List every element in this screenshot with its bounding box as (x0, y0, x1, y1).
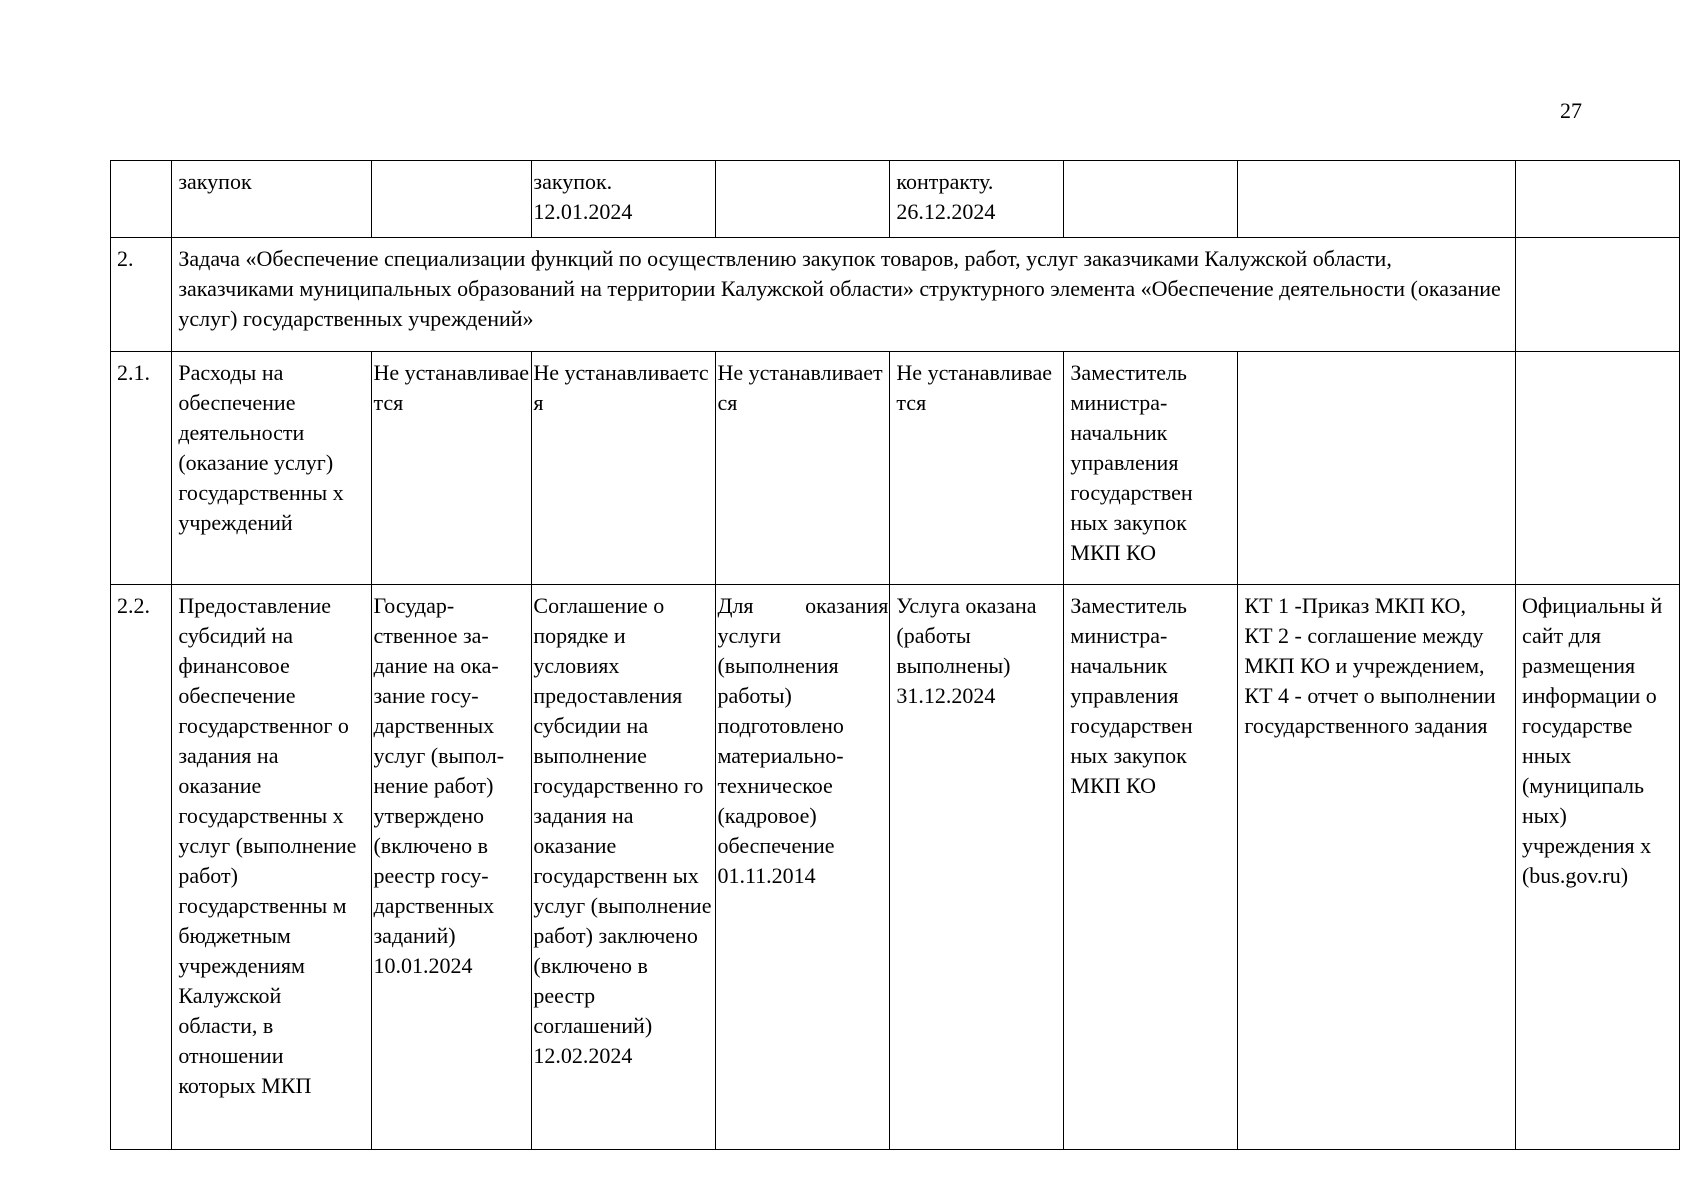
table-row (111, 352, 1680, 585)
cell-num: 2. (111, 238, 172, 352)
cell-start (372, 161, 532, 238)
cell-col6: контракту. 26.12.2024 (890, 161, 1064, 238)
cell-name: Предоставление субсидий на финансовое обеспечение государственног о задания на оказание государственны х услуг (выполнение работ) государственны м бюджетным учреждениям Калужской области, в отношении которых МКП (172, 585, 372, 1150)
cell-responsible: Заместитель министра-начальник управления государствен ных закупок МКП КО (1064, 585, 1238, 1150)
table-row (111, 161, 1680, 238)
cell-col4: Соглашение о порядке и условиях предоставления субсидии на выполнение государственно го задания на оказание государственн ых услуг (выполнение работ) заключено (включено в реестр соглашений) 12.02.2024 (532, 585, 716, 1150)
cell-col6: Не устанавливае тся (890, 352, 1064, 585)
cell-start: Государ-ственное за-дание на ока-зание госу-дарственных услуг (выпол-нение работ) утверждено (включено в реестр госу-дарственных заданий) 10.01.2024 (372, 585, 532, 1150)
cell-info-system (1515, 238, 1679, 352)
cell-col4: закупок. 12.01.2024 (532, 161, 716, 238)
cell-documents (1238, 161, 1516, 238)
cell-responsible: Заместитель министра-начальник управления государствен ных закупок МКП КО (1064, 352, 1238, 585)
cell-col5 (716, 161, 890, 238)
task-title: Задача «Обеспечение специализации функций по осуществлению закупок товаров, работ, услуг заказчиками Калужской области, заказчиками муниципальных образований на территории Калужской области» структурного элемента «Обеспечение деятельности (оказание услуг) государственных учреждений» (172, 238, 1516, 352)
cell-col4: Не устанавливаетс я (532, 352, 716, 585)
cell-info-system: Официальны й сайт для размещения информации о государстве нных (муниципаль ных) учреждения х (bus.gov.ru) (1515, 585, 1679, 1150)
page-number: 27 (1560, 98, 1582, 123)
cell-documents (1238, 352, 1516, 585)
cell-num: 2.1. (111, 352, 172, 585)
cell-col6: Услуга оказана (работы выполнены) 31.12.2024 (890, 585, 1064, 1150)
cell-col5: Для оказания услуги (выполнения работы) подготовлено материально-техническое (кадровое) обеспечение 01.11.2014 (716, 585, 890, 1150)
cell-info-system (1515, 352, 1679, 585)
cell-name: закупок (172, 161, 372, 238)
cell-responsible (1064, 161, 1238, 238)
cell-col5: Не устанавливает ся (716, 352, 890, 585)
cell-start: Не устанавливае тся (372, 352, 532, 585)
cell-name: Расходы на обеспечение деятельности (оказание услуг) государственны х учреждений (172, 352, 372, 585)
cell-info-system (1515, 161, 1679, 238)
cell-num (111, 161, 172, 238)
table-row (111, 585, 1680, 1150)
cell-num: 2.2. (111, 585, 172, 1150)
plan-table (110, 160, 1680, 1150)
table-row (111, 238, 1680, 352)
cell-documents: КТ 1 -Приказ МКП КО, КТ 2 - соглашение между МКП КО и учреждением, КТ 4 - отчет о выполнении государственного задания (1238, 585, 1516, 1150)
